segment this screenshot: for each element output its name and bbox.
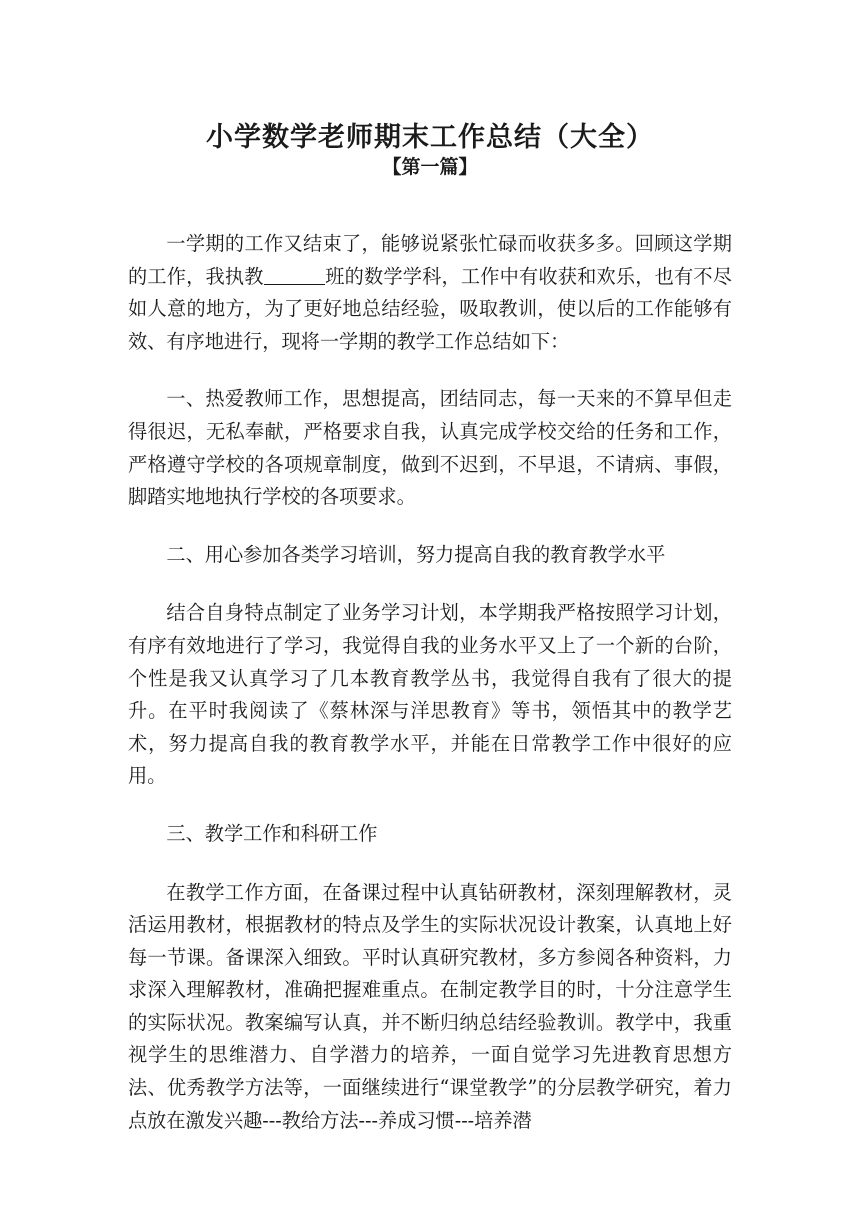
section-heading: 【第一篇】 [382,156,478,178]
paragraph-intro [128,228,732,358]
paragraph-part-two: 结合自身特点制定了业务学习计划，本学期我严格按照学习计划，有序有效地进行了学习，我觉得自我的业务水平又上了一个新的台阶，个性是我又认真学习了几本教育教学丛书，我觉得自我有了很大的提升。在平时我阅读了《蔡林深与洋思教育》等书，领悟其中的教学艺术，努力提高自我的教育教学水平，并能在日常教学工作中很好的应用。 [128,601,732,788]
paragraph-part-three: 在教学工作方面，在备课过程中认真钻研教材，深刻理解教材，灵活运用教材，根据教材的特点及学生的实际状况设计教案，认真地上好每一节课。备课深入细致。平时认真研究教材，多方参阅各种资料，力求深入理解教材，准确把握难重点。在制定教学目的时，十分注意学生的实际状况。教案编写认真，并不断归纳总结经验教训。教学中，我重视学生的思维潜力、自学潜力的培养，一面自觉学习先进教育思想方法、优秀教学方法等，一面继续进行“课堂教学”的分层教学研究，着力点放在激发兴趣---教给方法---养成习惯---培养潜 [128,880,732,1132]
paragraph-intro-text-before: 一学期的工作又结束了，能够说紧张忙碌而收获多多。回顾这学期的工作，我执教 [128,232,732,288]
fill-in-blank-class [264,264,325,284]
heading-part-two: 二、用心参加各类学习培训，努力提高自我的教育教学水平 [166,542,666,566]
heading-part-three: 三、教学工作和科研工作 [166,821,378,845]
document-body [128,228,732,1162]
document-title: 小学数学老师期末工作总结（大全） [206,122,654,153]
paragraph-intro-text-after: 班的数学学科，工作中有收获和欢乐，也有不尽如人意的地方，为了更好地总结经验，吸取教训，使以后的工作能够有效、有序地进行，现将一学期的教学工作总结如下： [128,264,732,353]
paragraph-part-one: 一、热爱教师工作，思想提高，团结同志，每一天来的不算早但走得很迟，无私奉献，严格要求自我，认真完成学校交给的任务和工作，严格遵守学校的各项规章制度，做到不迟到，不早退，不请病、事假，脚踏实地地执行学校的各项要求。 [128,387,732,509]
